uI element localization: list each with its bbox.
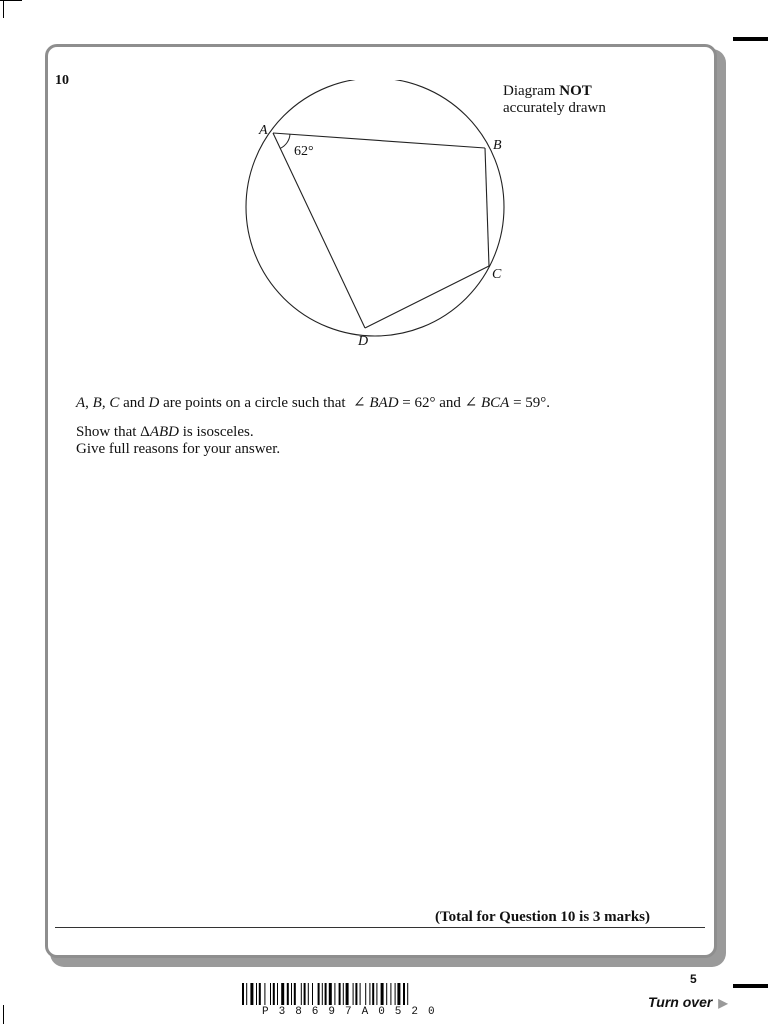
circle-diagram <box>230 80 530 355</box>
angle-label: 62° <box>294 144 314 159</box>
barcode-bar <box>291 983 292 1005</box>
chord-bc <box>485 148 489 266</box>
barcode-bar <box>259 983 261 1005</box>
question-line-3: Give full reasons for your answer. <box>76 441 281 457</box>
barcode-bar <box>355 983 357 1005</box>
pt-a: A <box>76 395 86 411</box>
point-label-d: D <box>358 334 369 349</box>
barcode-bar <box>264 983 265 1005</box>
sep-6: = 59°. <box>509 395 551 411</box>
page-number: 5 <box>690 972 697 986</box>
barcode-bar <box>287 983 289 1005</box>
barcode-bar <box>403 983 405 1005</box>
barcode-bar <box>407 983 408 1005</box>
play-arrow-icon: ▶ <box>718 996 728 1010</box>
barcode-bar <box>242 983 244 1005</box>
barcode-bar <box>353 983 354 1005</box>
sep-4: are points on a circle such that ∠ <box>159 395 370 411</box>
chord-da <box>273 133 365 328</box>
barcode-bar <box>277 983 278 1005</box>
barcode-bar <box>376 983 377 1005</box>
turn-over-label: Turn over <box>648 994 713 1010</box>
total-rule <box>55 927 705 928</box>
question-line-2 <box>76 424 254 441</box>
edge-bar-bottom <box>733 984 768 988</box>
barcode-bar <box>312 983 313 1005</box>
barcode-bar <box>386 983 387 1005</box>
barcode <box>242 983 524 1005</box>
angle-bca: BCA <box>480 395 510 411</box>
sep-2: , <box>101 395 110 411</box>
turn-over <box>648 994 728 1010</box>
edge-bar-top <box>733 37 768 41</box>
total-marks: (Total for Question 10 is 3 marks) <box>434 909 650 925</box>
barcode-bar <box>334 983 335 1005</box>
point-label-c: C <box>492 267 502 282</box>
barcode-bar <box>256 983 257 1005</box>
pt-c: C <box>109 395 120 411</box>
barcode-bar <box>369 983 370 1005</box>
diagram-note-line2: accurately drawn <box>503 100 606 116</box>
barcode-bar <box>294 983 296 1005</box>
sep-5: = 62° and ∠ <box>398 395 481 411</box>
barcode-bar <box>322 983 323 1005</box>
question-number: 10 <box>55 73 69 88</box>
barcode-bar <box>343 983 344 1005</box>
barcode-bar <box>372 983 374 1005</box>
barcode-bar <box>365 983 366 1005</box>
angle-bad: BAD <box>369 395 399 411</box>
sep-1: , <box>85 395 93 411</box>
crop-mark-bottom-left <box>3 1005 4 1024</box>
pt-d: D <box>148 395 160 411</box>
barcode-bar <box>250 983 253 1005</box>
barcode-bar <box>346 983 349 1005</box>
diagram-note-bold: NOT <box>559 83 592 99</box>
barcode-bar <box>325 983 327 1005</box>
barcode-bar <box>360 983 361 1005</box>
barcode-bar <box>301 983 302 1005</box>
chord-cd <box>365 266 489 328</box>
circle <box>246 80 504 336</box>
sep-3: and <box>119 395 149 411</box>
barcode-bar <box>381 983 384 1005</box>
point-label-b: B <box>493 138 502 153</box>
barcode-text: P38697A0520 <box>262 1006 445 1018</box>
line2-prefix: Show that Δ <box>76 424 150 440</box>
barcode-bar <box>270 983 271 1005</box>
barcode-bar <box>308 983 309 1005</box>
barcode-bar <box>246 983 247 1005</box>
crop-mark-top-left-v <box>3 0 4 18</box>
question-line-1 <box>76 395 550 412</box>
barcode-bar <box>281 983 284 1005</box>
pt-b: B <box>92 395 102 411</box>
diagram-note-prefix: Diagram <box>503 83 560 99</box>
point-label-a: A <box>259 123 268 138</box>
triangle-abd: ABD <box>149 424 179 440</box>
barcode-bar <box>339 983 341 1005</box>
barcode-bar <box>397 983 400 1005</box>
barcode-bar <box>318 983 320 1005</box>
barcode-bar <box>329 983 332 1005</box>
barcode-bar <box>273 983 275 1005</box>
barcode-bar <box>304 983 306 1005</box>
barcode-bar <box>395 983 396 1005</box>
barcode-bar <box>390 983 391 1005</box>
angle-arc-bad <box>280 134 290 148</box>
line2-suffix: is isosceles. <box>179 424 254 440</box>
